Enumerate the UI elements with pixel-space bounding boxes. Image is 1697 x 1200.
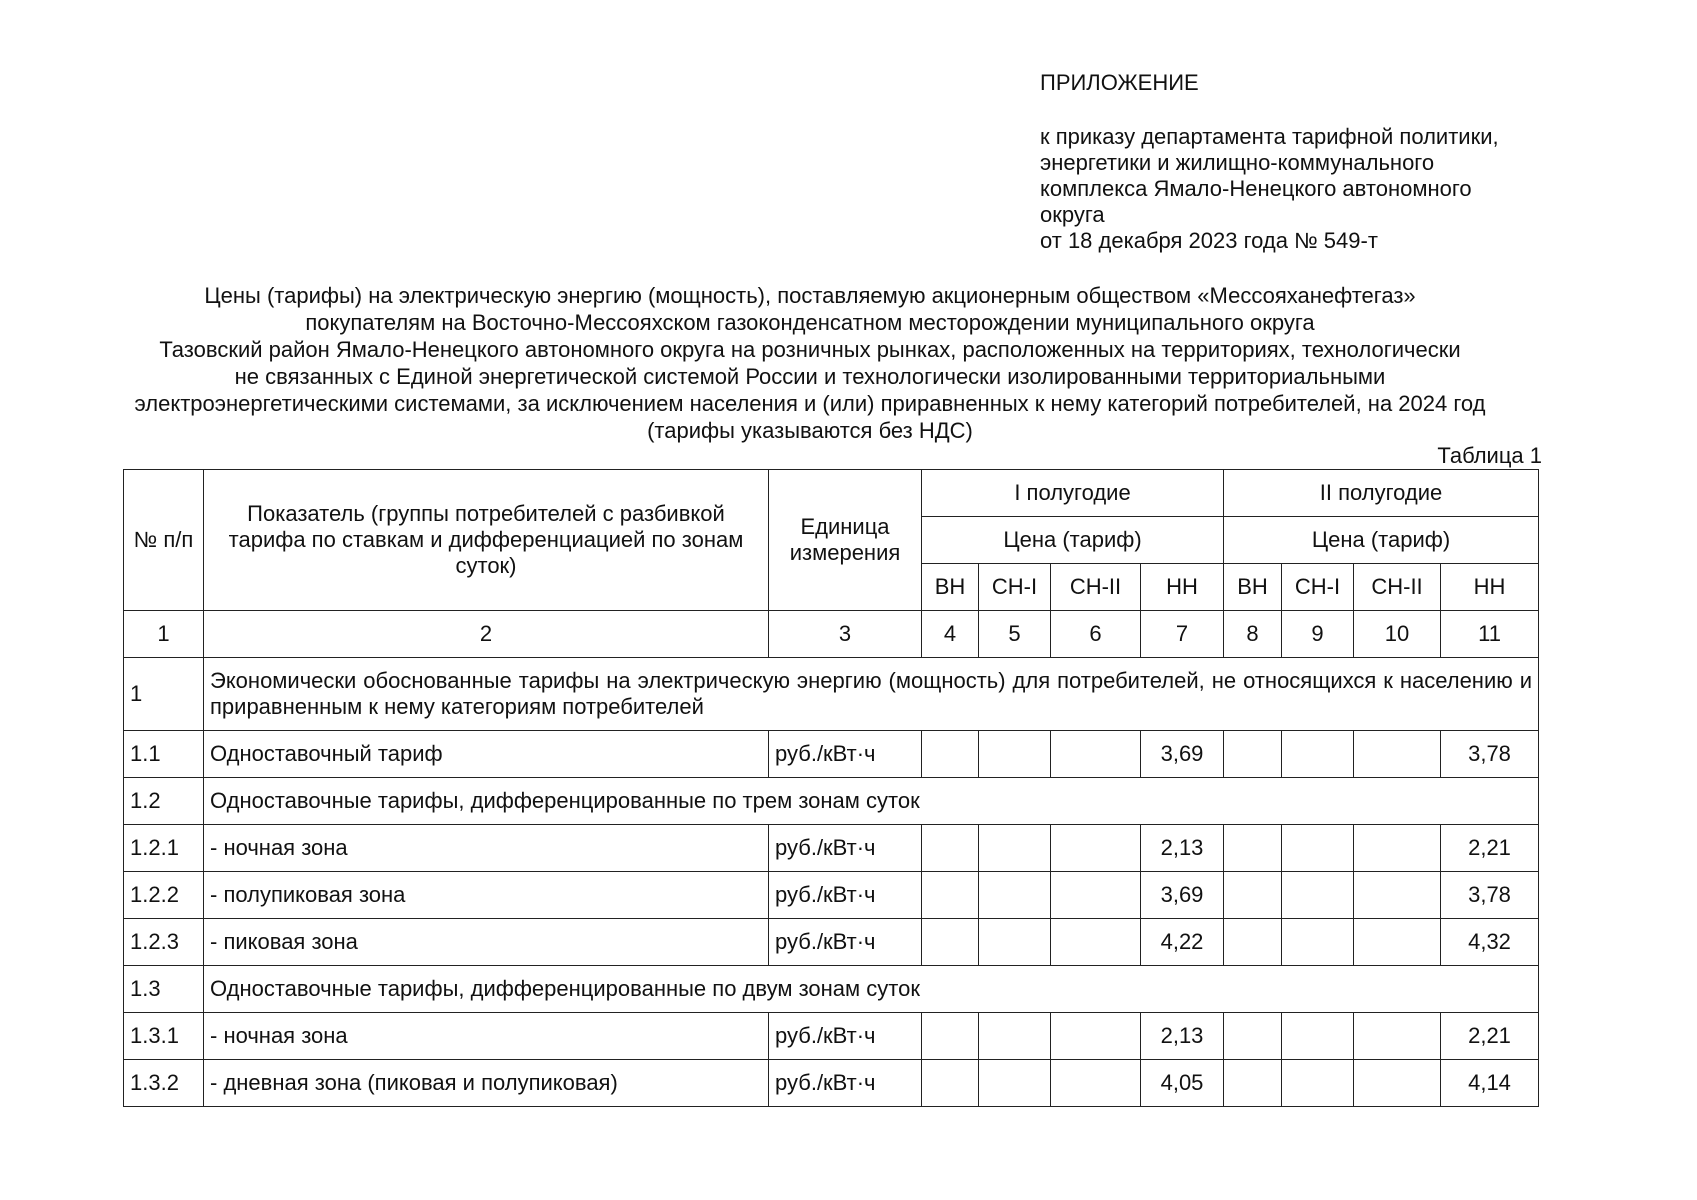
column-number: 6 (1051, 611, 1141, 658)
cell-sn1-1 (979, 731, 1051, 778)
cell-sn2-1 (1051, 731, 1141, 778)
cell-sn2-2 (1354, 1060, 1441, 1107)
cell-vn-1 (922, 872, 979, 919)
cell-vn-1 (922, 825, 979, 872)
cell-sn1-2 (1282, 1060, 1354, 1107)
appendix-line: энергетики и жилищно-коммунального (1040, 150, 1435, 175)
heading-line: не связанных с Единой энергетической системой России и технологически изолированными территориальными (234, 364, 1386, 389)
row-unit: руб./кВт·ч (769, 731, 922, 778)
header-level: СН-I (979, 564, 1051, 611)
cell-vn-2 (1224, 731, 1282, 778)
appendix-block (1040, 70, 1600, 254)
cell-vn-1 (922, 731, 979, 778)
cell-vn-1 (922, 919, 979, 966)
row-name: - дневная зона (пиковая и полупиковая) (204, 1060, 769, 1107)
cell-nn-1: 2,13 (1141, 825, 1224, 872)
cell-nn-2: 2,21 (1441, 825, 1539, 872)
header-half-2: II полугодие (1224, 470, 1539, 517)
cell-nn-1: 3,69 (1141, 872, 1224, 919)
heading-line: Цены (тарифы) на электрическую энергию (мощность), поставляемую акционерным обществом «Мессояханефтегаз» (204, 283, 1416, 308)
cell-sn1-2 (1282, 872, 1354, 919)
cell-sn1-2 (1282, 825, 1354, 872)
section-text: Экономически обоснованные тарифы на электрическую энергию (мощность) для потребителей, не относящихся к населению и приравненным к нему категориям потребителей (204, 658, 1539, 731)
cell-sn2-1 (1051, 825, 1141, 872)
appendix-line: округа (1040, 202, 1105, 227)
column-number: 5 (979, 611, 1051, 658)
table-label: Таблица 1 (1437, 443, 1542, 468)
document-heading (40, 282, 1580, 444)
cell-vn-2 (1224, 872, 1282, 919)
section-row (124, 778, 1539, 825)
cell-sn1-2 (1282, 1013, 1354, 1060)
header-half-1: I полугодие (922, 470, 1224, 517)
cell-sn1-1 (979, 1013, 1051, 1060)
header-level: НН (1141, 564, 1224, 611)
row-name: - полупиковая зона (204, 872, 769, 919)
row-num: 1.3.1 (124, 1013, 204, 1060)
cell-sn2-1 (1051, 919, 1141, 966)
row-num: 1.1 (124, 731, 204, 778)
cell-sn2-2 (1354, 731, 1441, 778)
column-number: 8 (1224, 611, 1282, 658)
header-level: ВН (922, 564, 979, 611)
section-text: Одноставочные тарифы, дифференцированные по двум зонам суток (204, 966, 1539, 1013)
section-text: Одноставочные тарифы, дифференцированные по трем зонам суток (204, 778, 1539, 825)
cell-nn-2: 4,14 (1441, 1060, 1539, 1107)
row-name: - ночная зона (204, 825, 769, 872)
column-number: 9 (1282, 611, 1354, 658)
column-number: 11 (1441, 611, 1539, 658)
header-level: ВН (1224, 564, 1282, 611)
row-name: - ночная зона (204, 1013, 769, 1060)
cell-vn-2 (1224, 919, 1282, 966)
row-unit: руб./кВт·ч (769, 825, 922, 872)
row-name: - пиковая зона (204, 919, 769, 966)
cell-nn-2: 4,32 (1441, 919, 1539, 966)
table-row (124, 919, 1539, 966)
section-row (124, 658, 1539, 731)
cell-sn1-2 (1282, 919, 1354, 966)
table-row (124, 872, 1539, 919)
header-level: СН-I (1282, 564, 1354, 611)
row-num: 1.2.1 (124, 825, 204, 872)
column-number: 4 (922, 611, 979, 658)
column-number-row (124, 611, 1539, 658)
row-unit: руб./кВт·ч (769, 919, 922, 966)
cell-sn2-2 (1354, 919, 1441, 966)
heading-line: Тазовский район Ямало-Ненецкого автономного округа на розничных рынках, расположенных на территориях, технологически (159, 337, 1461, 362)
cell-vn-1 (922, 1060, 979, 1107)
cell-nn-1: 2,13 (1141, 1013, 1224, 1060)
cell-sn2-2 (1354, 872, 1441, 919)
cell-sn1-1 (979, 919, 1051, 966)
column-number: 1 (124, 611, 204, 658)
column-number: 10 (1354, 611, 1441, 658)
cell-nn-1: 3,69 (1141, 731, 1224, 778)
header-level: СН-II (1051, 564, 1141, 611)
table-row (124, 1060, 1539, 1107)
heading-line: покупателям на Восточно-Мессояхском газоконденсатном месторождении муниципального округа (305, 310, 1315, 335)
header-num: № п/п (124, 470, 204, 611)
table-row (124, 731, 1539, 778)
header-row-1 (124, 470, 1539, 517)
cell-nn-1: 4,05 (1141, 1060, 1224, 1107)
row-name: Одноставочный тариф (204, 731, 769, 778)
row-num: 1.2.3 (124, 919, 204, 966)
header-price-1: Цена (тариф) (922, 517, 1224, 564)
header-indicator: Показатель (группы потребителей с разбивкой тарифа по ставкам и дифференциацией по зонам суток) (204, 470, 769, 611)
row-unit: руб./кВт·ч (769, 1060, 922, 1107)
appendix-line: комплекса Ямало-Ненецкого автономного (1040, 176, 1472, 201)
cell-sn2-1 (1051, 1013, 1141, 1060)
cell-nn-2: 2,21 (1441, 1013, 1539, 1060)
row-num: 1.3.2 (124, 1060, 204, 1107)
appendix-order-date: от 18 декабря 2023 года № 549-т (1040, 228, 1378, 253)
cell-vn-1 (922, 1013, 979, 1060)
section-num: 1 (124, 658, 204, 731)
cell-vn-2 (1224, 1060, 1282, 1107)
cell-nn-2: 3,78 (1441, 872, 1539, 919)
row-unit: руб./кВт·ч (769, 1013, 922, 1060)
table-row (124, 1013, 1539, 1060)
section-num: 1.2 (124, 778, 204, 825)
row-num: 1.2.2 (124, 872, 204, 919)
cell-nn-1: 4,22 (1141, 919, 1224, 966)
column-number: 3 (769, 611, 922, 658)
cell-sn1-1 (979, 825, 1051, 872)
heading-line: электроэнергетическими системами, за исключением населения и (или) приравненных к нему категорий потребителей, на 2024 год (134, 391, 1486, 416)
header-price-2: Цена (тариф) (1224, 517, 1539, 564)
cell-vn-2 (1224, 825, 1282, 872)
heading-line: (тарифы указываются без НДС) (647, 418, 973, 443)
table-row (124, 825, 1539, 872)
cell-sn2-2 (1354, 1013, 1441, 1060)
header-level: НН (1441, 564, 1539, 611)
appendix-title: ПРИЛОЖЕНИЕ (1040, 70, 1199, 95)
cell-sn2-1 (1051, 1060, 1141, 1107)
cell-sn1-2 (1282, 731, 1354, 778)
column-number: 7 (1141, 611, 1224, 658)
section-num: 1.3 (124, 966, 204, 1013)
cell-sn1-1 (979, 1060, 1051, 1107)
header-level: СН-II (1354, 564, 1441, 611)
cell-sn2-1 (1051, 872, 1141, 919)
header-unit: Единица измерения (769, 470, 922, 611)
section-row (124, 966, 1539, 1013)
row-unit: руб./кВт·ч (769, 872, 922, 919)
cell-vn-2 (1224, 1013, 1282, 1060)
cell-sn1-1 (979, 872, 1051, 919)
tariffs-table (123, 469, 1539, 1107)
cell-nn-2: 3,78 (1441, 731, 1539, 778)
column-number: 2 (204, 611, 769, 658)
cell-sn2-2 (1354, 825, 1441, 872)
appendix-line: к приказу департамента тарифной политики, (1040, 124, 1499, 149)
